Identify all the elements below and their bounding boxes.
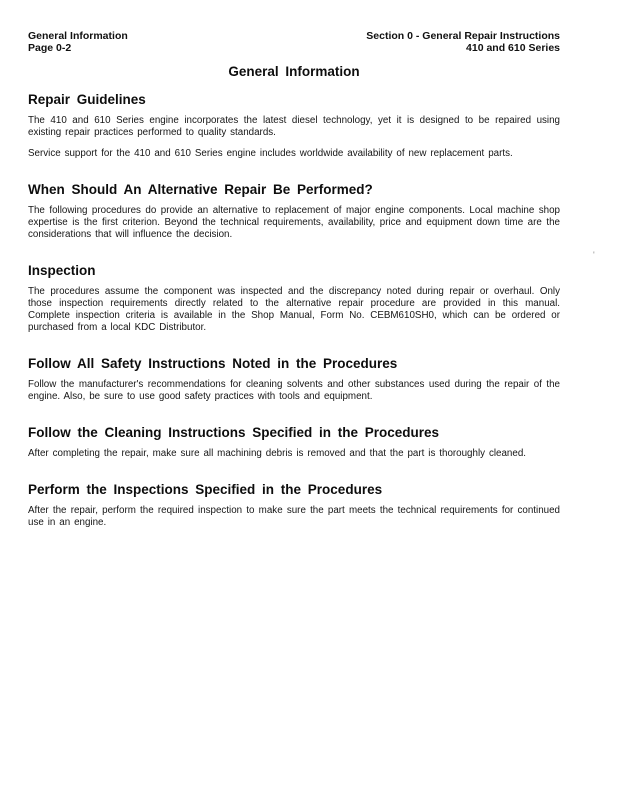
header-section-title: Section 0 - General Repair Instructions [366,30,560,42]
body-paragraph: Service support for the 410 and 610 Series engine includes worldwide availability of new replacement parts. [28,148,513,159]
section-repair-guidelines [28,92,560,160]
header-series-label: 410 and 610 Series [466,42,560,54]
section-alternative-repair [28,182,560,241]
header-right [366,30,560,54]
body-paragraph: The following procedures do provide an alternative to replacement of major engine components. Local machine shop expertise is the first criterion. Beyond the technical requirements, availability, price and equipment down time are the considerations that will influence the decision. [28,205,560,240]
scan-artifact-mark: ' [593,250,595,260]
section-safety-instructions [28,356,560,403]
section-heading: Follow All Safety Instructions Noted in the Procedures [28,356,398,371]
page-header [28,30,560,54]
body-paragraph: After completing the repair, make sure all machining debris is removed and that the part is thoroughly cleaned. [28,448,526,459]
body-paragraph: The procedures assume the component was inspected and the discrepancy noted during repair or overhaul. Only those inspection requirements directly related to the alternative repair procedure are provided in this manual. Complete inspection criteria is available in the Shop Manual, Form No. CEBM610SH0, which can be ordered or purchased from a local KDC Distributor. [28,286,560,333]
header-doc-title: General Information [28,30,128,42]
section-heading: Perform the Inspections Specified in the Procedures [28,482,383,497]
section-perform-inspections [28,482,560,529]
header-left [28,30,128,54]
section-heading: Repair Guidelines [28,92,146,107]
header-page-number: Page 0-2 [28,42,72,54]
page-title: General Information [228,64,360,79]
body-paragraph: Follow the manufacturer's recommendations for cleaning solvents and other substances used during the repair of the engine. Also, be sure to use good safety practices with tools and equipment. [28,379,560,402]
section-heading: Inspection [28,263,96,278]
body-paragraph: The 410 and 610 Series engine incorporates the latest diesel technology, yet it is designed to be repaired using existing repair practices performed to quality standards. [28,115,560,138]
section-heading: When Should An Alternative Repair Be Performed? [28,182,373,197]
section-cleaning-instructions [28,425,560,460]
section-heading: Follow the Cleaning Instructions Specified in the Procedures [28,425,440,440]
section-inspection [28,263,560,334]
body-paragraph: After the repair, perform the required inspection to make sure the part meets the technical requirements for continued use in an engine. [28,505,560,528]
